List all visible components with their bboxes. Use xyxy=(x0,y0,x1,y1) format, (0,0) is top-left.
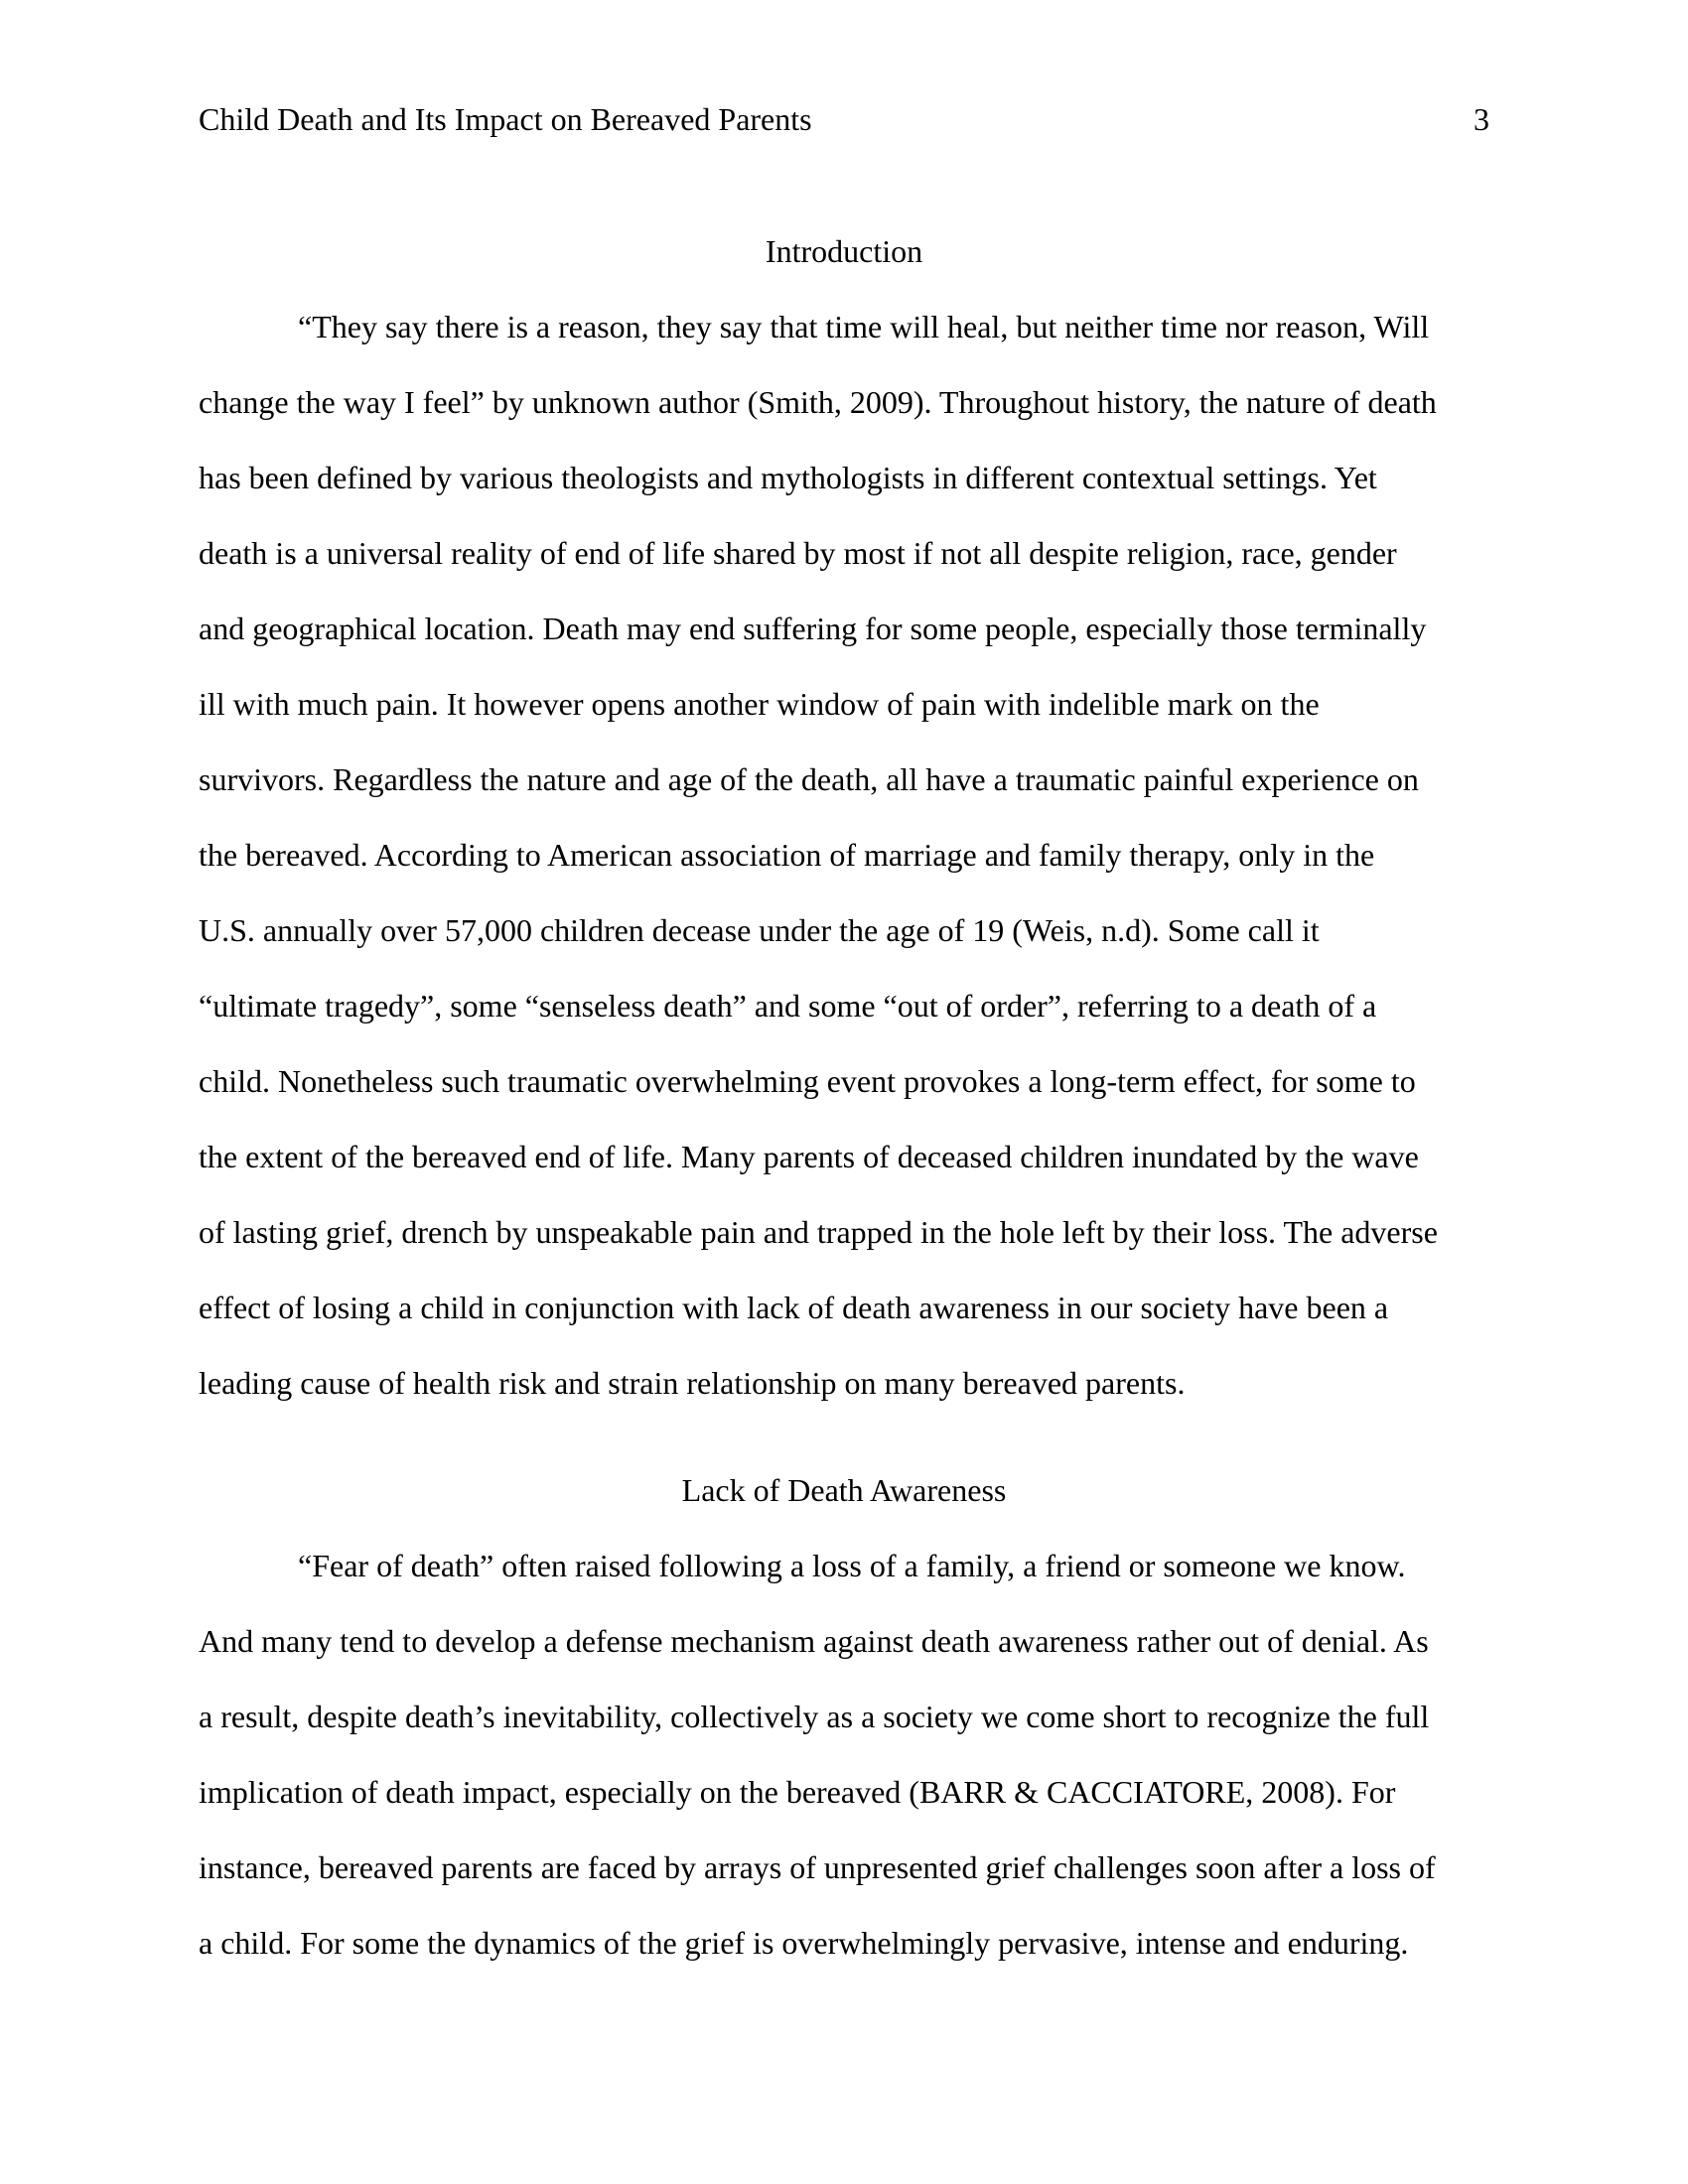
paragraph-line: “ultimate tragedy”, some “senseless death” and some “out of order”, referring to a death of a xyxy=(199,988,1377,1024)
paragraph-line: instance, bereaved parents are faced by arrays of unpresented grief challenges soon after a loss of xyxy=(199,1849,1436,1885)
page-number: 3 xyxy=(1474,101,1489,137)
paragraph-line: the bereaved. According to American association of marriage and family therapy, only in the xyxy=(199,837,1375,873)
paragraph-line: ill with much pain. It however opens another window of pain with indelible mark on the xyxy=(199,686,1320,722)
paragraph-line: a result, despite death’s inevitability, collectively as a society we come short to recognize the full xyxy=(199,1699,1430,1734)
paragraph-line: the extent of the bereaved end of life. Many parents of deceased children inundated by the wave xyxy=(199,1139,1419,1174)
paragraph-line: of lasting grief, drench by unspeakable pain and trapped in the hole left by their loss. The adverse xyxy=(199,1214,1438,1250)
paragraph-line: a child. For some the dynamics of the grief is overwhelmingly pervasive, intense and enduring. xyxy=(199,1925,1409,1961)
section-heading-introduction: Introduction xyxy=(765,233,923,269)
running-head: Child Death and Its Impact on Bereaved Parents xyxy=(199,101,812,137)
paragraph-line: U.S. annually over 57,000 children decease under the age of 19 (Weis, n.d). Some call it xyxy=(199,912,1320,948)
paragraph-line: effect of losing a child in conjunction with lack of death awareness in our society have been a xyxy=(199,1290,1389,1325)
paragraph-line: child. Nonetheless such traumatic overwhelming event provokes a long-term effect, for some to xyxy=(199,1063,1416,1099)
paragraph-line: implication of death impact, especially on the bereaved (BARR & CACCIATORE, 2008). For xyxy=(199,1774,1396,1810)
paragraph-line: survivors. Regardless the nature and age of the death, all have a traumatic painful experience on xyxy=(199,761,1419,797)
paragraph-line: And many tend to develop a defense mechanism against death awareness rather out of denial. As xyxy=(199,1623,1429,1659)
paragraph-line: “They say there is a reason, they say that time will heal, but neither time nor reason, Will xyxy=(298,309,1430,344)
paragraph-line: and geographical location. Death may end suffering for some people, especially those terminally xyxy=(199,611,1427,646)
paragraph-line: leading cause of health risk and strain relationship on many bereaved parents. xyxy=(199,1365,1186,1401)
section-heading-lack-of-death-awareness: Lack of Death Awareness xyxy=(681,1472,1007,1508)
paragraph-line: “Fear of death” often raised following a loss of a family, a friend or someone we know. xyxy=(298,1548,1406,1583)
paragraph-line: death is a universal reality of end of life shared by most if not all despite religion, race, gender xyxy=(199,535,1397,571)
paragraph-line: has been defined by various theologists and mythologists in different contextual settings. Yet xyxy=(199,460,1377,495)
paragraph-line: change the way I feel” by unknown author (Smith, 2009). Throughout history, the nature of death xyxy=(199,384,1437,420)
